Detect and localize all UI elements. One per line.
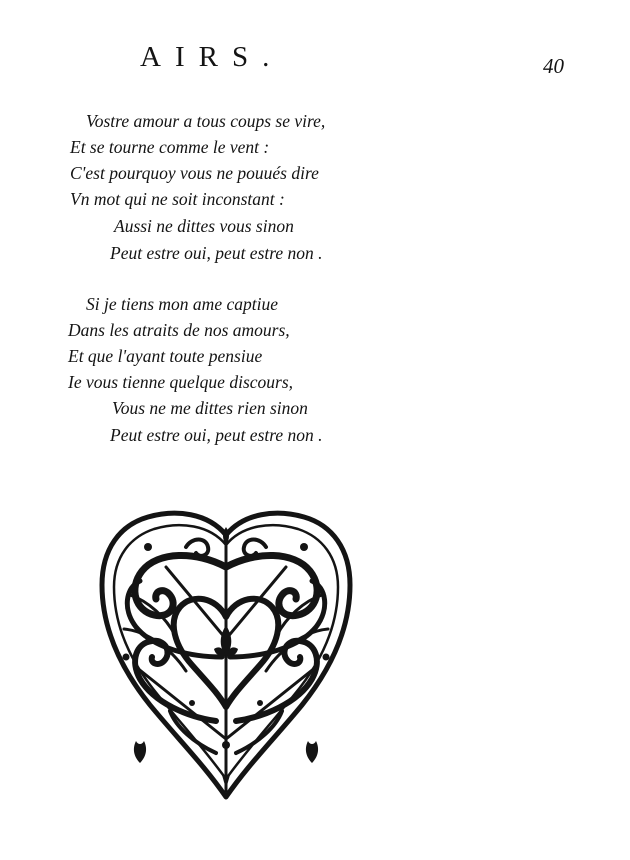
heart-scroll-ornament-icon xyxy=(96,507,356,807)
verse-line: Si je tiens mon ame captiue xyxy=(86,294,278,314)
verse-line: Peut estre oui, peut estre non . xyxy=(110,243,323,263)
verse-line: Peut estre oui, peut estre non . xyxy=(110,425,323,445)
verse-line: Et se tourne comme le vent : xyxy=(70,137,270,157)
verse-line: Aussi ne dittes vous sinon xyxy=(114,216,294,236)
verse-line: Vostre amour a tous coups se vire, xyxy=(86,111,326,131)
running-title: AIRS. xyxy=(140,41,284,73)
verse-line: C'est pourquoy vous ne pouués dire xyxy=(70,163,319,183)
verse-line: Vn mot qui ne soit inconstant : xyxy=(70,189,285,209)
page-number: 40 xyxy=(543,54,564,78)
verse-line: Ie vous tienne quelque discours, xyxy=(68,372,294,392)
verse-line: Vous ne me dittes rien sinon xyxy=(112,398,308,418)
verse-line: Dans les atraits de nos amours, xyxy=(68,320,290,340)
verse-line: Et que l'ayant toute pensiue xyxy=(68,346,263,366)
